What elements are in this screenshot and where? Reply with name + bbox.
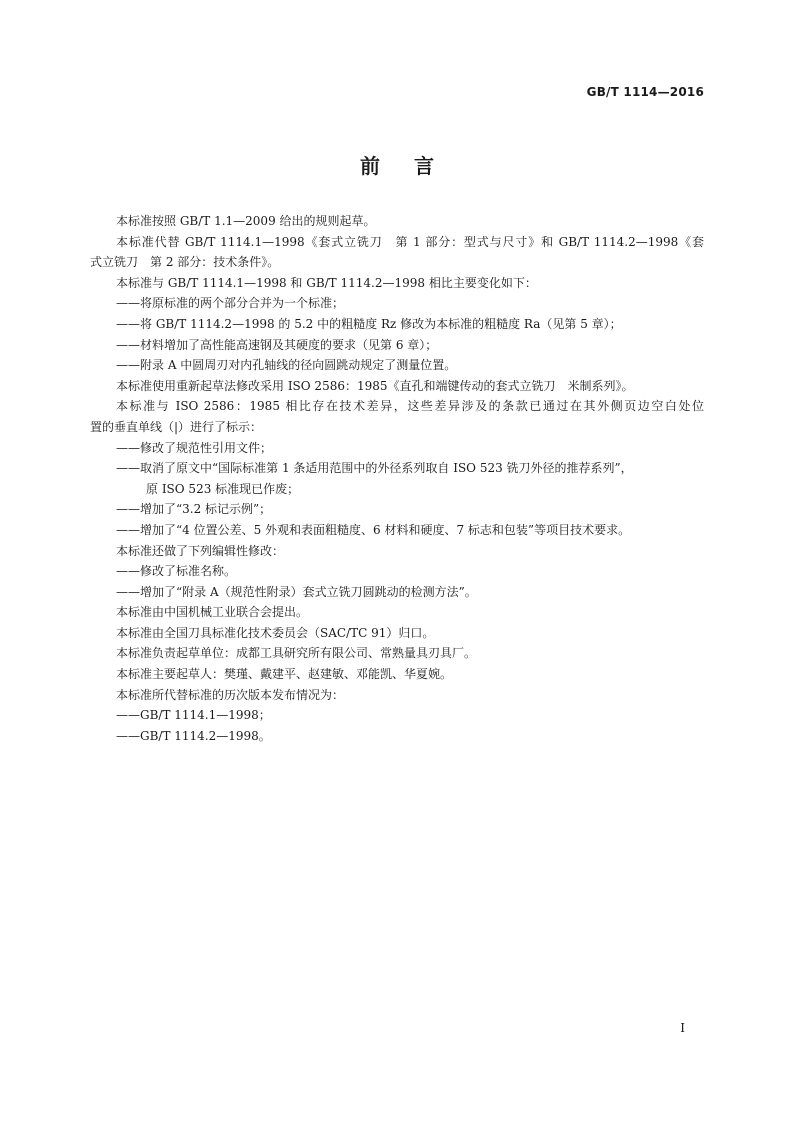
list-item: ——增加了“3.2 标记示例”； [116,502,272,517]
standard-number: GB/T 1114—2016 [586,85,704,99]
list-item: ——增加了“4 位置公差、5 外观和表面粗糙度、6 材料和硬度、7 标志和包装”等项目技术要求。 [116,522,631,537]
list-item: ——将原标准的两个部分合并为一个标准； [116,296,345,311]
page-number: I [680,1021,685,1035]
paragraph-history-intro: 本标准所代替标准的历次版本发布情况为： [116,687,345,702]
paragraph-drafting-rules: 本标准按照 GB/T 1.1—2009 给出的规则起草。 [116,214,376,228]
list-item: ——取消了原文中“国际标准第 1 条适用范围中的外径系列取自 ISO 523 铣刀外径的推荐系列”， [116,461,633,476]
paragraph-changes-intro: 本标准与 GB/T 1114.1—1998 和 GB/T 1114.2—1998 相比主要变化如下： [116,275,537,290]
paragraph-technical-differences-cont: 置的垂直单线（|）进行了标示： [90,419,263,434]
paragraph-drafting-units: 本标准负责起草单位：成都工具研究所有限公司、常熟量具刃具厂。 [116,646,477,661]
page-title: 前言 [360,154,468,178]
list-item: ——材料增加了高性能高速钢及其硬度的要求（见第 6 章）； [116,337,438,352]
paragraph-technical-differences: 本标准与 ISO 2586：1985 相比存在技术差异，这些差异涉及的条款已通过在其外侧页边空白处位 [116,399,704,414]
paragraph-proposed-by: 本标准由中国机械工业联合会提出。 [116,605,309,620]
list-item: ——增加了“附录 A（规范性附录）套式立铣刀圆跳动的检测方法”。 [116,584,477,599]
paragraph-replaces: 本标准代替 GB/T 1114.1—1998《套式立铣刀 第 1 部分：型式与尺寸》和 GB/T 1114.2—1998《套 [116,234,704,249]
paragraph-replaces-cont: 式立铣刀 第 2 部分：技术条件》。 [90,255,280,270]
list-item: ——附录 A 中圆周刃对内孔轴线的径向圆跳动规定了测量位置。 [116,358,457,373]
list-item-cont: 原 ISO 523 标准现已作废； [146,481,300,496]
list-item: ——修改了规范性引用文件； [116,440,273,455]
foreword-body [90,211,704,746]
list-item: ——修改了标准名称。 [116,564,237,579]
paragraph-drafters: 本标准主要起草人：樊瑾、戴建平、赵建敏、邓能凯、华夏婉。 [116,667,453,682]
list-item: ——将 GB/T 1114.2—1998 的 5.2 中的粗糙度 Rz 修改为本标准的粗糙度 Ra（见第 5 章）； [116,316,622,331]
paragraph-under-jurisdiction: 本标准由全国刀具标准化技术委员会（SAC/TC 91）归口。 [116,625,435,640]
list-item: ——GB/T 1114.1—1998； [116,708,271,723]
paragraph-iso-adoption: 本标准使用重新起草法修改采用 ISO 2586：1985《直孔和端键传动的套式立铣刀 米制系列》。 [116,378,634,393]
paragraph-editorial-intro: 本标准还做了下列编辑性修改： [116,543,285,558]
list-item: ——GB/T 1114.2—1998。 [116,728,271,743]
